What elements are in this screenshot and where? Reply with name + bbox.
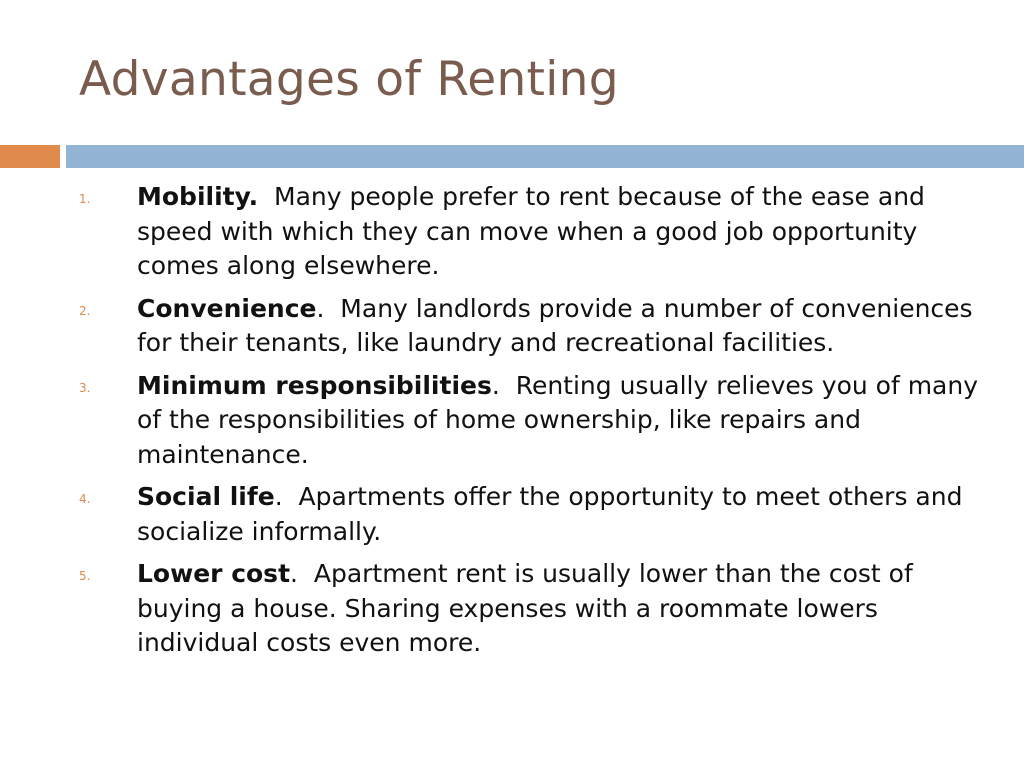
item-term: Lower cost (137, 559, 291, 588)
list-item-convenience (0, 292, 1024, 361)
list-item-minimum-responsibilities (0, 369, 1024, 473)
list-item-social-life (0, 480, 1024, 549)
accent-bar (0, 145, 60, 168)
slide-title: Advantages of Renting (79, 52, 619, 107)
list-number: 1. (79, 192, 91, 206)
list-item-lower-cost (0, 557, 1024, 661)
list-item-mobility (0, 180, 1024, 284)
list-number: 3. (79, 380, 91, 395)
item-description: Many people prefer to rent because of the ease and speed with which they can move when a good job opportunity comes along elsewhere. (137, 182, 933, 280)
list-number: 4. (79, 492, 91, 506)
item-term: Social life (137, 482, 275, 511)
advantages-list (0, 180, 1024, 669)
item-term: Minimum responsibilities (137, 370, 492, 400)
item-description: . Many landlords provide a number of conveniences for their tenants, like laundry and recreational facilities. (137, 293, 981, 357)
item-description: . Renting usually relieves you of many of the responsibilities of home ownership, like repairs and maintenance. (137, 370, 986, 469)
list-number: 2. (79, 303, 91, 318)
item-term: Mobility. (137, 182, 259, 211)
list-number: 5. (79, 569, 91, 583)
item-term: Convenience (137, 293, 317, 323)
item-description: . Apartments offer the opportunity to meet others and socialize informally. (137, 482, 971, 546)
item-description: . Apartment rent is usually lower than the cost of buying a house. Sharing expenses with a roommate lowers individual costs even more. (137, 559, 921, 657)
divider-bar (66, 145, 1024, 168)
